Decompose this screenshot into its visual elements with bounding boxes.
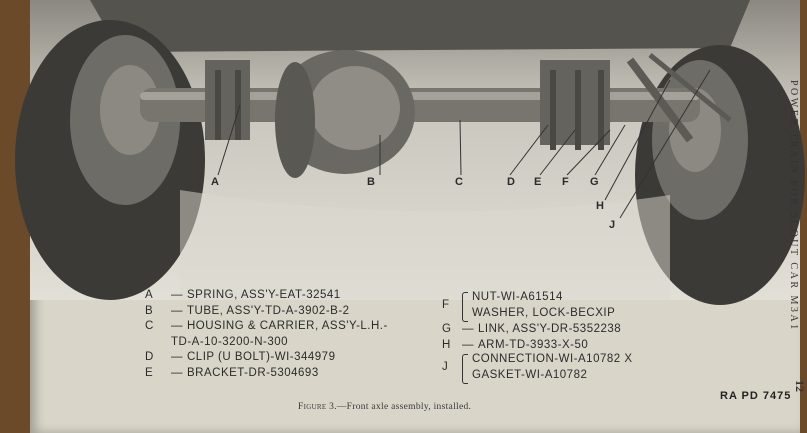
running-head: POWER TRAIN FOR SCOUT CAR M3A1	[788, 80, 799, 332]
document-code: RA PD 7475	[720, 390, 792, 402]
bracket-line	[462, 354, 468, 384]
figure-caption	[298, 402, 471, 412]
axle-photograph	[30, 0, 800, 300]
callout-b: B	[367, 176, 375, 188]
page-number: 12	[793, 380, 807, 392]
legend-row-e: E — BRACKET-DR-5304693	[145, 366, 319, 379]
manual-page	[30, 0, 807, 433]
callout-a: A	[211, 176, 219, 188]
legend-row-b: B — TUBE, ASS'Y-TD-A-3902-B-2	[145, 304, 350, 317]
legend-item-connection: CONNECTION-WI-A10782 X	[472, 353, 633, 365]
callout-c: C	[455, 176, 463, 188]
legend-row-a: A — SPRING, ASS'Y-EAT-32541	[145, 289, 341, 301]
legend-left	[145, 288, 388, 381]
legend-item-nut: NUT-WI-A61514	[472, 291, 563, 303]
legend-row-c-cont: TD-A-10-3200-N-300	[171, 335, 289, 348]
callout-j: J	[609, 219, 616, 231]
legend-group-j: J CONNECTION-WI-A10782 X GASKET-WI-A10782	[442, 352, 682, 384]
callout-f: F	[562, 176, 569, 188]
legend-row-c: C — HOUSING & CARRIER, ASS'Y-L.H.-	[145, 320, 388, 332]
legend-right	[442, 322, 621, 353]
callout-h: H	[596, 200, 604, 212]
legend-row-h: H — ARM-TD-3933-X-50	[442, 338, 589, 351]
caption-text: —Front axle assembly, installed.	[336, 402, 472, 412]
caption-label: Figure 3.	[298, 402, 337, 412]
legend-row-g: G — LINK, ASS'Y-DR-5352238	[442, 323, 622, 335]
callout-e: E	[534, 176, 542, 188]
callout-g: G	[590, 176, 599, 188]
bracket-line	[462, 292, 468, 322]
legend-item-washer: WASHER, LOCK-BECXIP	[472, 306, 616, 319]
legend-item-gasket: GASKET-WI-A10782	[472, 368, 588, 381]
legend-group-f: F NUT-WI-A61514 WASHER, LOCK-BECXIP	[442, 290, 672, 322]
callout-d: D	[507, 176, 515, 188]
legend-row-d: D — CLIP (U BOLT)-WI-344979	[145, 351, 336, 363]
